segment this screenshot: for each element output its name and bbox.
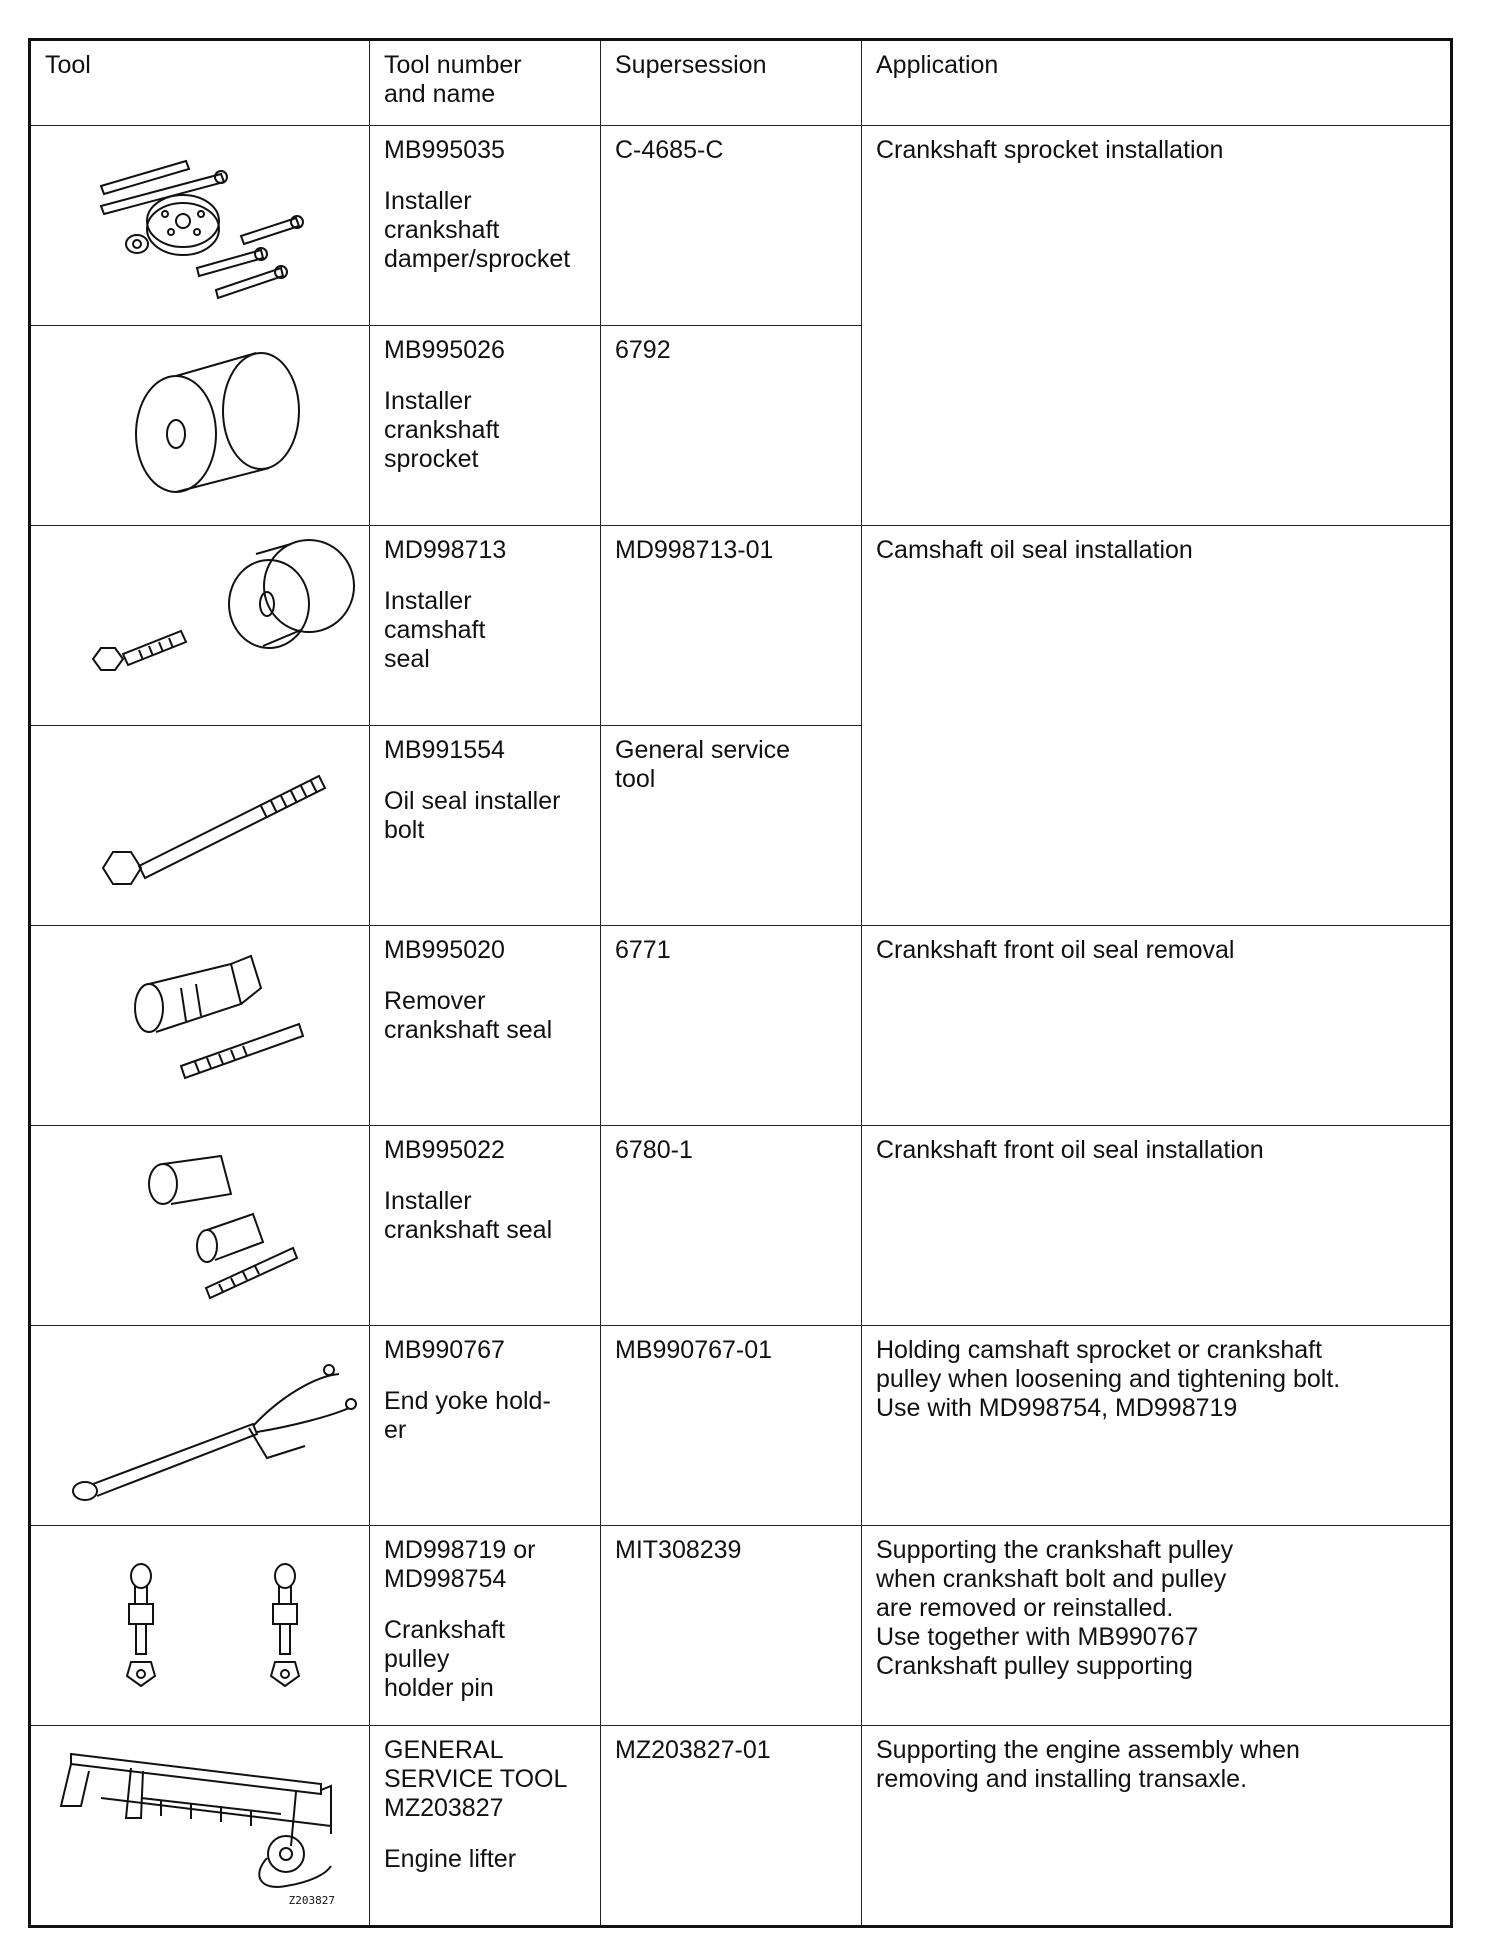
tool-number: MB995022 [384,1136,505,1164]
application-cell: Supporting the crankshaft pulley when crankshaft bolt and pulley are removed or reinstalled. Use together with MB990767 Crankshaft pulley supporting [862,1526,1452,1726]
installer-bolt-icon [31,726,371,922]
tool-image-cell [30,1326,370,1526]
holder-pin-icon [31,1526,371,1722]
tool-name: Engine lifter [384,1845,517,1873]
table-row [30,526,1452,726]
special-tools-table [28,38,1453,1928]
tool-image-cell [30,1526,370,1726]
tool-number: MB990767 [384,1336,505,1364]
supersession-cell: 6771 [601,926,862,1126]
tool-number: MD998713 [384,536,507,564]
seal-installer-icon [31,1126,371,1322]
tool-number: MB995026 [384,336,505,364]
tool-number: MB995020 [384,936,505,964]
tool-number: MB991554 [384,736,505,764]
application-cell: Camshaft oil seal installation [862,526,1452,926]
tool-image-cell [30,1126,370,1326]
tool-number-cell [370,1726,601,1927]
tool-image-cell [30,926,370,1126]
supersession-cell: MB990767-01 [601,1326,862,1526]
table-row [30,1126,1452,1326]
sprocket-installer-kit-icon [31,126,371,322]
tool-number-cell [370,1126,601,1326]
tool-image-cell [30,126,370,326]
figure-code: Z203827 [288,1894,335,1907]
table-row [30,1726,1452,1927]
seal-remover-icon [31,926,371,1122]
table-row [30,126,1452,326]
tool-number-cell [370,726,601,926]
tool-number: GENERAL SERVICE TOOL MZ203827 [384,1736,568,1822]
header-tool-number: Tool number and name [370,40,601,126]
header-application: Application [862,40,1452,126]
supersession-cell: 6780-1 [601,1126,862,1326]
end-yoke-holder-icon [31,1326,371,1522]
application-cell: Holding camshaft sprocket or crankshaft pulley when loosening and tightening bolt. Use with MD998754, MD998719 [862,1326,1452,1526]
tool-number: MB995035 [384,136,505,164]
tool-name: Oil seal installer bolt [384,787,561,844]
camshaft-seal-installer-icon [31,526,371,722]
supersession-cell: MIT308239 [601,1526,862,1726]
supersession-cell: MD998713-01 [601,526,862,726]
tool-number-cell [370,1326,601,1526]
tool-number-cell [370,926,601,1126]
tool-image-cell [30,1726,370,1927]
sprocket-installer-cylinder-icon [31,326,371,522]
supersession-cell: MZ203827-01 [601,1726,862,1927]
application-cell: Crankshaft sprocket installation [862,126,1452,526]
tool-name: Crankshaft pulley holder pin [384,1616,505,1702]
supersession-cell: General service tool [601,726,862,926]
application-cell: Crankshaft front oil seal removal [862,926,1452,1126]
application-cell: Crankshaft front oil seal installation [862,1126,1452,1326]
tool-name: Remover crankshaft seal [384,987,553,1044]
tool-number: MD998719 or MD998754 [384,1536,536,1593]
tool-name: Installer crankshaft damper/sprocket [384,187,571,273]
tool-name: End yoke hold- er [384,1387,551,1444]
tool-image-cell [30,726,370,926]
header-row [30,40,1452,126]
tool-number-cell [370,1526,601,1726]
tool-name: Installer camshaft seal [384,587,486,673]
table-row [30,1326,1452,1526]
tool-image-cell [30,326,370,526]
tool-name: Installer crankshaft sprocket [384,387,500,473]
tool-number-cell [370,326,601,526]
header-tool: Tool [30,40,370,126]
tool-image-cell [30,526,370,726]
application-cell: Supporting the engine assembly when removing and installing transaxle. [862,1726,1452,1927]
table-row [30,926,1452,1126]
tool-name: Installer crankshaft seal [384,1187,553,1244]
supersession-cell: C-4685-C [601,126,862,326]
supersession-cell: 6792 [601,326,862,526]
header-supersession: Supersession [601,40,862,126]
tool-number-cell [370,126,601,326]
table-row [30,1526,1452,1726]
tool-number-cell [370,526,601,726]
